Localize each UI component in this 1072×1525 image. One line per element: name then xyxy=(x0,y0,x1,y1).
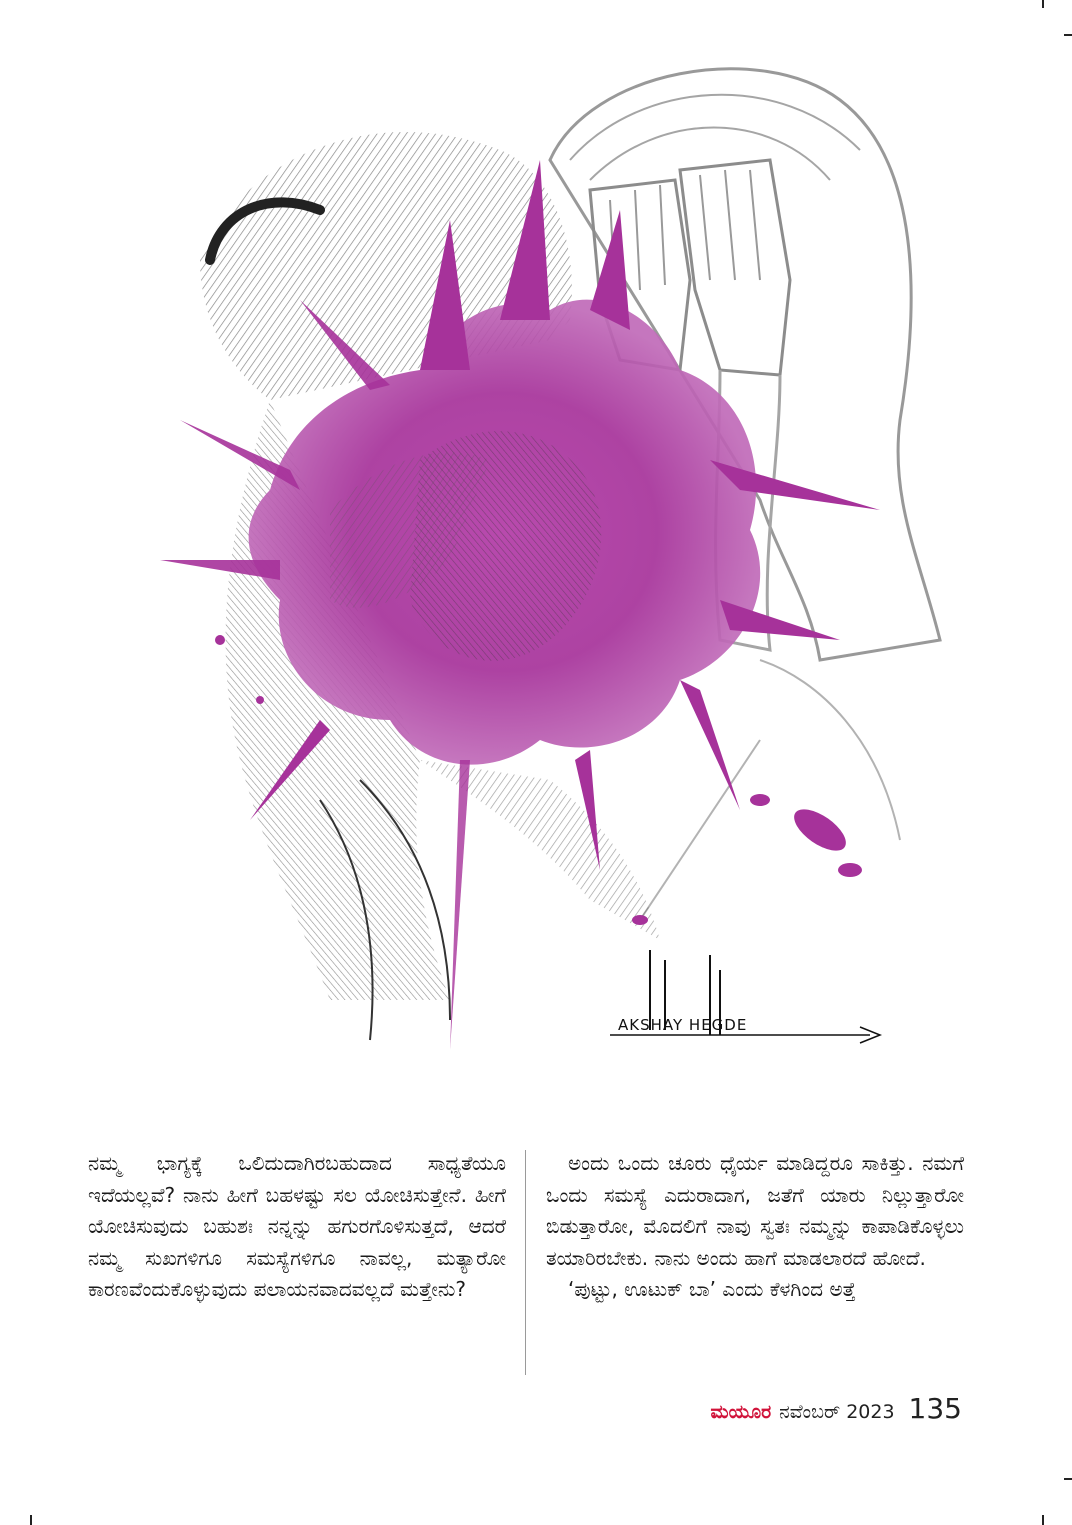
article-paragraph: ನಮ್ಮ ಭಾಗ್ಯಕ್ಕೆ ಒಲಿದುದಾಗಿರಬಹುದಾದ ಸಾಧ್ಯತೆಯೂ ಇದೆಯಲ್ಲವೆ? ನಾನು ಹೀಗೆ ಬಹಳಷ್ಟು ಸಲ ಯೋಚಿಸುತ್ತೇನೆ. ಹೀಗೆ ಯೋಚಿಸುವುದು ಬಹುಶಃ ನನ್ನನ್ನು ಹಗುರಗೊಳಿಸುತ್ತದೆ, ಆದರೆ ನಮ್ಮ ಸುಖಗಳಿಗೂ ಸಮಸ್ಯೆಗಳಿಗೂ ನಾವಲ್ಲ, ಮತ್ಯಾರೋ ಕಾರಣವೆಂದುಕೊಳ್ಳುವುದು ಪಲಾಯನವಾದವಲ್ಲದೆ ಮತ್ತೇನು? xyxy=(88,1151,506,1301)
crop-mark xyxy=(1064,1478,1072,1480)
artist-signature xyxy=(610,950,880,1043)
signature-text: AKSHAY HEGDE xyxy=(618,1016,748,1034)
article-column-left xyxy=(88,1148,506,1306)
crop-mark xyxy=(1064,34,1072,36)
crop-mark xyxy=(1042,1515,1044,1525)
page-footer xyxy=(711,1392,962,1425)
article-column-right xyxy=(546,1148,964,1306)
magazine-brand: ಮಯೂರ xyxy=(710,1401,772,1423)
page-number: 135 xyxy=(908,1392,962,1425)
article-illustration xyxy=(120,40,960,1115)
crop-mark xyxy=(30,1515,32,1525)
column-divider xyxy=(525,1150,526,1375)
article-paragraph: ‘ಪುಟ್ಟು, ಊಟುಕ್ ಬಾ’ ಎಂದು ಕೆಳಗಿಂದ ಅತ್ತೆ xyxy=(568,1277,856,1301)
article-paragraph: ಅಂದು ಒಂದು ಚೂರು ಧೈರ್ಯ ಮಾಡಿದ್ದರೂ ಸಾಕಿತ್ತು. ನಮಗೆ ಒಂದು ಸಮಸ್ಯೆ ಎದುರಾದಾಗ, ಜತೆಗೆ ಯಾರು ನಿಲ್ಲುತ್ತಾರೋ ಬಿಡುತ್ತಾರೋ, ಮೊದಲಿಗೆ ನಾವು ಸ್ವತಃ ನಮ್ಮನ್ನು ಕಾಪಾಡಿಕೊಳ್ಳಲು ತಯಾರಿರಬೇಕು. ನಾನು ಅಂದು ಹಾಗೆ ಮಾಡಲಾರದೆ ಹೋದೆ. xyxy=(546,1151,964,1270)
issue-date: ನವೆಂಬರ್ 2023 xyxy=(779,1401,895,1423)
crop-mark xyxy=(1042,0,1044,8)
